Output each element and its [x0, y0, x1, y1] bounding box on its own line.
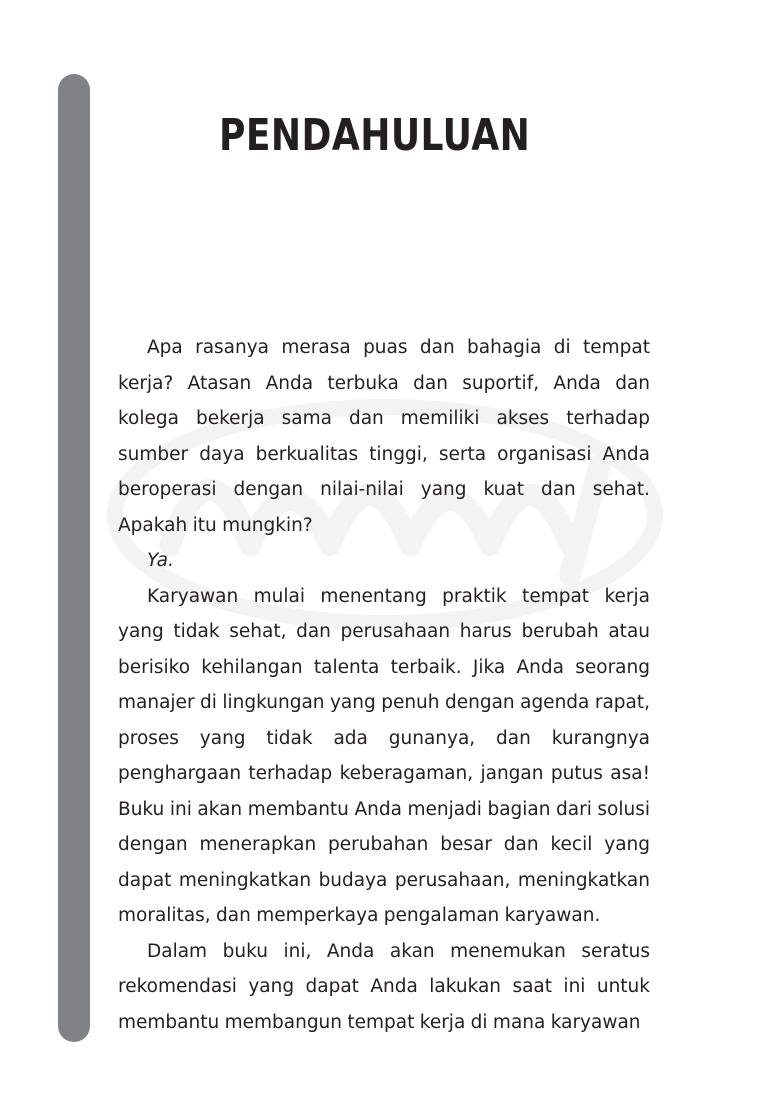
paragraph: Apa rasanya merasa puas dan bahagia di tempat kerja? Atasan Anda terbuka dan suportif, Anda dan kolega bekerja sama dan memiliki akses terhadap sumber daya berkualitas tinggi, serta organisasi Anda beroperasi dengan nilai-nilai yang kuat dan sehat. Apakah itu mungkin?: [118, 337, 650, 536]
side-bar-decoration: [58, 74, 90, 1042]
paragraph: Ya.: [147, 550, 174, 571]
paragraph: Karyawan mulai menentang praktik tempat kerja yang tidak sehat, dan perusahaan harus berubah atau berisiko kehilangan talenta terbaik. Jika Anda seorang manajer di lingkungan yang penuh dengan agenda rapat, proses yang tidak ada gunanya, dan kurangnya penghargaan terhadap keberagaman, jangan putus asa! Buku ini akan membantu Anda menjadi bagian dari solusi dengan menerapkan perubahan besar dan kecil yang dapat meningkatkan budaya perusahaan, meningkatkan moralitas, dan memperkaya pengalaman karyawan.: [118, 585, 650, 926]
body-text: [118, 330, 650, 1040]
paragraph: Dalam buku ini, Anda akan menemukan seratus rekomendasi yang dapat Anda lakukan saat ini untuk membantu membangun tempat kerja di mana karyawan: [118, 940, 650, 1033]
page-title: PENDAHULUAN: [219, 110, 531, 161]
